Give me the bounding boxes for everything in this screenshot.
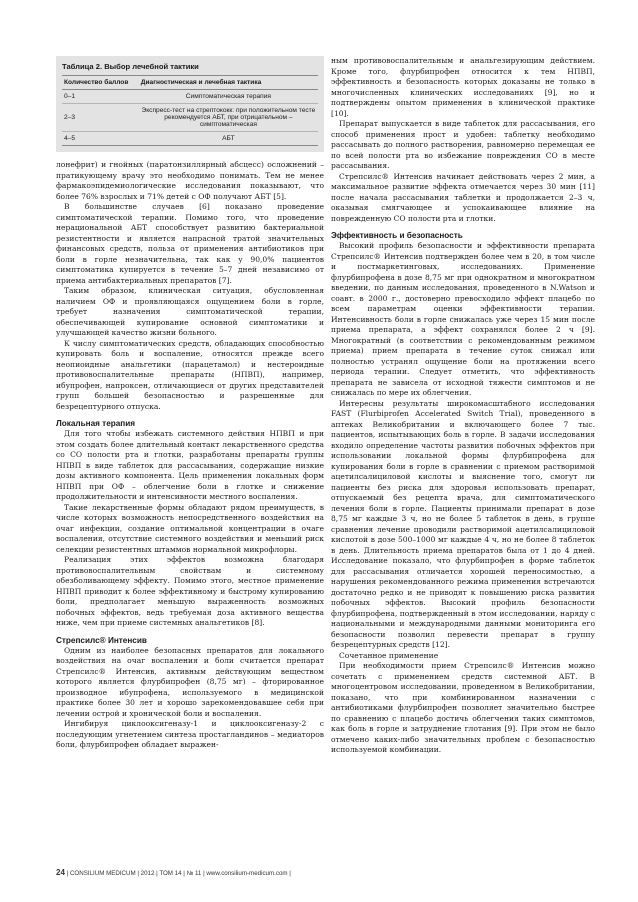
section-heading-local-therapy: Локальная терапия — [56, 419, 136, 428]
paragraph: Таким образом, клиническая ситуация, обусловленная наличием ОФ и проявляющаяся ощущением боли в горле, требует назначения симптоматической терапии, обеспечивающей купирование основной симптоматики и улучшающей качество жизни больного. — [56, 286, 324, 337]
table-row — [62, 90, 318, 104]
table-cell-tactic: АБТ — [139, 132, 318, 146]
paragraph: Высокий профиль безопасности и эффективности препарата Стрепсилс® Интенсив подтвержден более чем в 20, в том числе и постмаркетинговых, исследованиях. Применение флурбипрофена в дозе 8,75 мг при однократном и многократном введении, по данным исследования, проведенного в N.Watson и соавт. в 2000 г., достоверно превосходило эффект плацебо по всем параметрам оценки эффективности терапии. Интенсивность боли в горле снижалась уже через 15 мин после приема препарата, а эффект сохранялся более 2 ч [9]. Многократный (в соответствии с рекомендованным режимом приема) прием препарата в течение суток снижал или полностью устранял ощущение боли на протяжении всего периода терапии. Следует отметить, что эффективность препарата не зависела от исходной тяжести симптомов и не снижалась по мере их облегчения. — [331, 241, 595, 397]
table-cell-score: 0–1 — [62, 90, 139, 104]
paragraph: Одним из наиболее безопасных препаратов для локального воздействия на очаг воспаления и боли считается препарат Стрепсилс® Интенсив, активным действующим веществом которого является флурбипрофен (8,75 мг) – фторированное производное ибупрофена, используемого в медицинской практике более 30 лет и хорошо зарекомендовавшее себя при лечении острой и хронической боли и воспаления. — [56, 645, 324, 718]
section-heading-strepsils: Стрепсилс® Интенсив — [56, 635, 147, 645]
table-row — [62, 104, 318, 132]
paragraph: К числу симптоматических средств, обладающих способностью купировать боль и воспаление, относятся прежде всего неопиоидные анальгетики (парацетамол) и нестероидные противовоспалительные препараты (НПВП), например, ибупрофен, напроксен, отличающиеся от других представителей групп большей безопасностью и разрешенные для безрецептурного отпуска. — [56, 338, 324, 411]
paragraph: Для того чтобы избежать системного действия НПВП и при этом создать более длительный контакт лекарственного средства со СО полости рта и глотки, разработаны препараты группы НПВП в виде таблеток для рассасывания, содержащие низкие дозы активного компонента. Цель применения локальных форм НПВП при ОФ – облегчение боли в глотке и снижение продолжительности и интенсивности местного воспаления. — [56, 429, 324, 501]
paragraph: лонефрит) и гнойных (паратонзиллярный абсцесс) осложнений – пратикующему врачу это необходимо понимать. Тем не менее фармакоэпидемиологические исследования показывают, что более 76% взрослых и 71% детей с ОФ получают АБТ [5]. — [56, 160, 324, 201]
tactics-table-box — [56, 56, 324, 152]
paragraph: Препарат выпускается в виде таблеток для рассасывания, его способ применения прост и удобен: таблетку необходимо рассасывать до полного растворения, равномерно перемещая ее по всей полости рта во избежание повреждения СО в месте рассасывания. — [331, 119, 595, 170]
page-footer — [56, 868, 291, 877]
paragraph: При необходимости прием Стрепсилс® Интенсив можно сочетать с применением средств системной АБТ. В многоцентровом исследовании, проведенном в Великобритании, показано, что при комбинированном назначении с антибиотиками флурбипрофен позволяет значительно быстрее по сравнению с плацебо достичь облегчения таких симптомов, как боль в горле и затруднение глотания [9]. При этом не было отмечено каких-либо значительных проблем с безопасностью используемой комбинации. — [331, 661, 595, 754]
table-title: Таблица 2. Выбор лечебной тактики — [62, 62, 199, 71]
paragraph: Такие лекарственные формы обладают рядом преимуществ, в числе которых возможность непосредственного воздействия на очаг инфекции, создание оптимальной концентрации в очаге воспаления, отсутствие системного воздействия и меньший риск селекции резистентных штаммов нормальной микрофлоры. — [56, 502, 324, 554]
paragraph: Интересны результаты широкомасштабного исследования FAST (Flurbiprofen Accelerated Switch Trial), проведенного в аптеках Великобритании и включающего более 7 тыс. пациентов, испытывающих боль в горле. В задачи исследования входило определение частоты развития побочных эффектов при использовании локальной формы флурбипрофена для купирования боли в горле в сравнении с приемом растворимой ацетилсалициловой кислоты и выяснение того, смогут ли пациенты без риска для здоровья использовать препарат, отпускаемый без рецепта врача, для симптоматического лечения боли в горле. Пациенты принимали препарат в дозе 8,75 мг каждые 3 ч, но не более 5 таблеток в день, в группе сравнения лечение проводили растворимой ацетилсалициловой кислотой в дозе 500–1000 мг каждые 4 ч, но не более 8 таблеток в день. Длительность приема препаратов была от 1 до 4 дней. Исследование показало, что флурбипрофен в форме таблеток для рассасывания отличается хорошей переносимостью, а нарушения рекомендованного режима применения встречаются достаточно редко и не приводят к повышению риска развития побочных эффектов. Высокий профиль безопасности флурбипрофена, подтвержденный в этом исследовании, наряду с национальными и международными данными мониторинга его безопасности позволил перевести препарат в группу безрецептурных средств [12]. — [331, 398, 595, 649]
table-header-score: Количество баллов — [62, 76, 139, 90]
right-column — [331, 56, 595, 756]
page-number: 24 — [56, 868, 65, 877]
table-cell-tactic: Симптоматическая терапия — [139, 90, 318, 104]
paragraph: В большинстве случаев [6] показано проведение симптоматической терапии. Помимо того, что проведение нерациональной АБТ способствует развитию бактериальной резистентности и является напрасной тратой значительных финансовых средств, польза от применения антибиотиков при боли в горле незначительна, так как у 90,0% пациентов симптоматика купируется в течение 5–7 дней независимо от приема антибактериальных препаратов [7]. — [56, 202, 324, 285]
table-header-row — [62, 76, 318, 90]
paragraph: Стрепсилс® Интенсив начинает действовать через 2 мин, а максимальное развитие эффекта отмечается через 30 мин [11] после начала рассасывания таблетки и продолжается 2–3 ч, оказывая смягчающее и успокаивающее влияние на поврежденную СО полости рта и глотки. — [331, 171, 595, 223]
section-heading-efficacy: Эффективность и безопасность — [331, 231, 463, 240]
table-cell-tactic: Экспресс-тест на стрептококк: при положительном тесте рекомендуется АБТ, при отрицательном – симптоматическая — [139, 104, 318, 132]
table-cell-score: 2–3 — [62, 104, 139, 132]
tactics-table — [62, 75, 318, 146]
paragraph: ным противовоспалительным и анальгезирующим действием. Кроме того, флурбипрофен относится к тем НПВП, эффективность и безопасность которых доказаны не только в многочисленных клинических исследованиях [9], но и подтверждены опытом применения в клинической практике [10]. — [331, 56, 595, 118]
paragraph: Ингибируя циклооксигеназу-1 и циклооксигеназу-2 с последующим угнетением синтеза простагландинов – медиаторов боли, флурбипрофен обладает выражен- — [56, 719, 324, 749]
paragraph: Реализация этих эффектов возможна благодаря противовоспалительным свойствам и системному обезболивающему эффекту. Помимо этого, местное применение НПВП приводит к более эффективному и быстрому купированию боли, предполагает меньшую выраженность возможных побочных эффектов, ведь требуемая доза активного вещества ниже, чем при приеме системных анальгетиков [8]. — [56, 555, 324, 627]
table-header-tactic: Диагностическая и лечебная тактика — [139, 76, 318, 90]
left-column — [56, 56, 324, 751]
subheading-combined-use: Сочетанное применение — [339, 650, 439, 660]
table-cell-score: 4–5 — [62, 132, 139, 146]
table-row — [62, 132, 318, 146]
journal-info: | CONSILIUM MEDICUM | 2012 | ТОМ 14 | № 11 | www.consilium-medicum.com | — [66, 870, 291, 877]
